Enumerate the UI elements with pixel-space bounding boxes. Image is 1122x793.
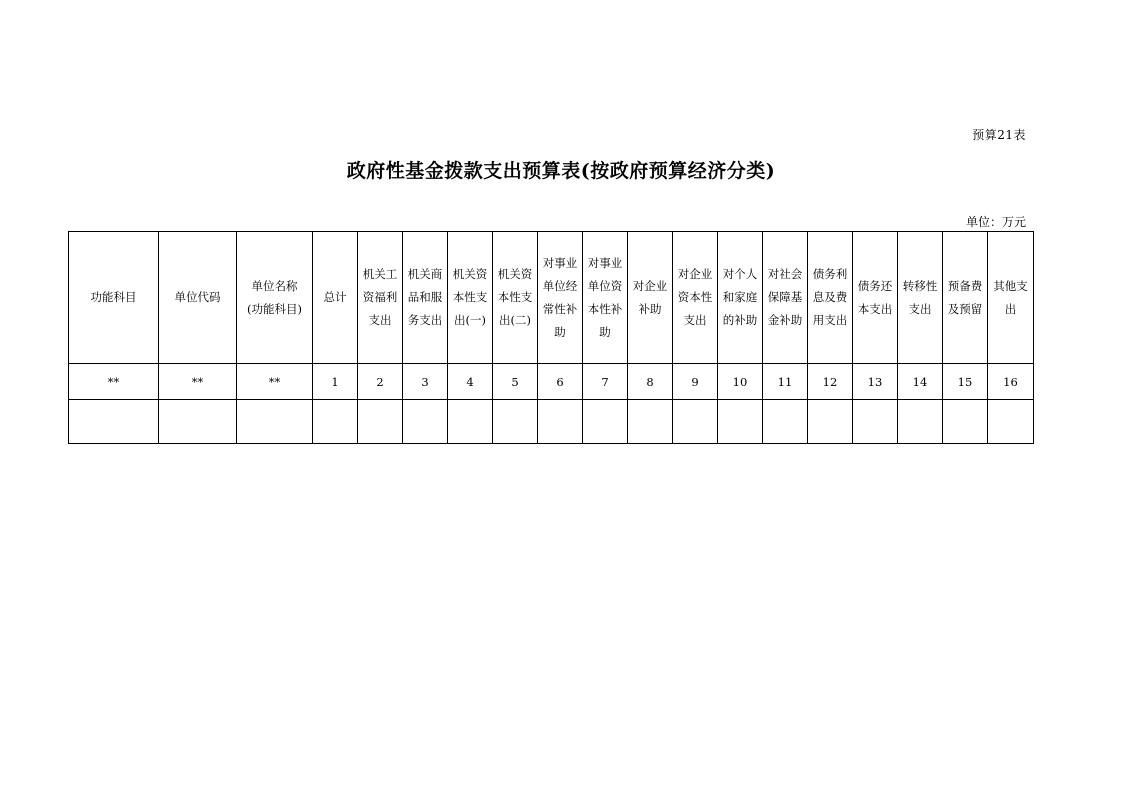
header-row <box>69 232 1034 364</box>
page-title: 政府性基金拨款支出预算表(按政府预算经济分类) <box>346 160 776 182</box>
column-code-row <box>69 364 1034 400</box>
column-header: 机关商品和服务支出 <box>403 232 448 364</box>
unit-label: 单位：万元 <box>965 215 1026 229</box>
column-header: 单位代码 <box>159 232 237 364</box>
table-cell <box>673 400 718 444</box>
column-code: 12 <box>808 364 853 400</box>
table-cell <box>313 400 358 444</box>
column-header: 单位名称 (功能科目) <box>237 232 313 364</box>
column-code: 10 <box>718 364 763 400</box>
table-cell <box>493 400 538 444</box>
column-header: 总计 <box>313 232 358 364</box>
table-cell <box>159 400 237 444</box>
budget-table <box>68 231 1034 444</box>
column-code: 16 <box>988 364 1034 400</box>
column-code: 11 <box>763 364 808 400</box>
table-cell <box>808 400 853 444</box>
column-code: 8 <box>628 364 673 400</box>
table-cell <box>583 400 628 444</box>
column-code: ** <box>69 364 159 400</box>
column-code: 4 <box>448 364 493 400</box>
column-code: 13 <box>853 364 898 400</box>
table-cell <box>898 400 943 444</box>
column-header: 债务利息及费用支出 <box>808 232 853 364</box>
column-header: 债务还本支出 <box>853 232 898 364</box>
column-header: 对企业资本性支出 <box>673 232 718 364</box>
table-cell <box>358 400 403 444</box>
column-code: 2 <box>358 364 403 400</box>
column-header: 转移性支出 <box>898 232 943 364</box>
table-cell <box>763 400 808 444</box>
column-code: 6 <box>538 364 583 400</box>
table-cell <box>538 400 583 444</box>
column-header: 机关工资福利支出 <box>358 232 403 364</box>
column-code: ** <box>237 364 313 400</box>
column-header: 对企业补助 <box>628 232 673 364</box>
column-header: 其他支出 <box>988 232 1034 364</box>
table-cell <box>237 400 313 444</box>
table-cell <box>448 400 493 444</box>
table-row <box>69 400 1034 444</box>
column-code: 9 <box>673 364 718 400</box>
column-code: ** <box>159 364 237 400</box>
column-code: 1 <box>313 364 358 400</box>
column-code: 15 <box>943 364 988 400</box>
column-header: 对事业单位经常性补助 <box>538 232 583 364</box>
table-cell <box>943 400 988 444</box>
table-number: 预算21表 <box>972 128 1026 142</box>
column-header: 机关资本性支出(一) <box>448 232 493 364</box>
column-code: 3 <box>403 364 448 400</box>
column-header: 机关资本性支出(二) <box>493 232 538 364</box>
column-header: 对事业单位资本性补助 <box>583 232 628 364</box>
table-cell <box>69 400 159 444</box>
column-code: 5 <box>493 364 538 400</box>
table-cell <box>853 400 898 444</box>
column-header: 预备费及预留 <box>943 232 988 364</box>
column-header: 功能科目 <box>69 232 159 364</box>
table-cell <box>718 400 763 444</box>
column-code: 14 <box>898 364 943 400</box>
column-header: 对社会保障基金补助 <box>763 232 808 364</box>
column-code: 7 <box>583 364 628 400</box>
column-header: 对个人和家庭的补助 <box>718 232 763 364</box>
table-cell <box>403 400 448 444</box>
table-cell <box>628 400 673 444</box>
table-cell <box>988 400 1034 444</box>
